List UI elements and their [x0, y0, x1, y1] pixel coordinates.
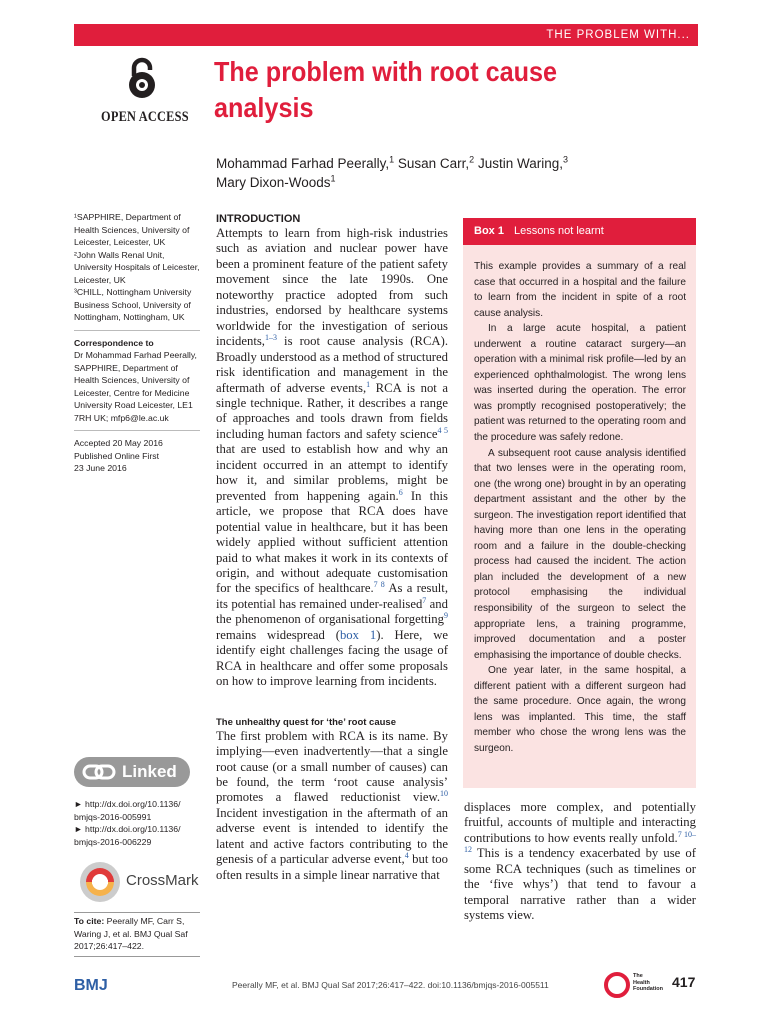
author-name: Mohammad Farhad Peerally, [216, 156, 390, 171]
affiliation: ¹SAPPHIRE, Department of Health Sciences, University of Leicester, Leicester, UK [74, 212, 190, 247]
bmj-logo: BMJ [74, 977, 108, 994]
citation-link[interactable]: 1 [366, 379, 371, 389]
body-paragraph: The first problem with RCA is its name. By implying—even inadvertently—that a single root cause (or a small number of causes) can be found, the term ‘root cause analysis’ promotes a flawed reductionist view.$^{10}$ Incident investigation in the aftermath of an adverse event is intended to identify the latent and active factors contributing to the genesis of a particular adverse event,$^4$ but too often results in a simple linear narrative that [216, 728, 448, 882]
author-affiliation: 1 [330, 173, 336, 184]
box-number: Box 1 [474, 225, 504, 237]
box-link[interactable]: box 1 [339, 627, 377, 642]
author-name: Justin Waring, [477, 156, 563, 171]
author-list [216, 154, 696, 192]
author-name: Susan Carr, [397, 156, 470, 171]
affiliation: ²John Walls Renal Unit, University Hospitals of Leicester, Leicester, UK [74, 249, 200, 285]
crossmark-label: CrossMark [126, 872, 199, 889]
crossmark-icon [78, 860, 122, 904]
citation-link[interactable]: 4 5 [437, 425, 449, 435]
accepted-date: Accepted 20 May 2016 [74, 438, 163, 448]
chain-link-icon [82, 763, 116, 781]
box-header [463, 218, 696, 245]
correspondence-details: Dr Mohammad Farhad Peerally, SAPPHIRE, Department of Health Sciences, University of Leicester, Centre for Medicine University Road Leicester, LE1 7RH UK; mfp6@le.ac.uk [74, 350, 197, 423]
intro-paragraph: Attempts to learn from high-risk industries such as aviation and nuclear power have been a prominent feature of the patient safety movement since the late 1990s. One noteworthy practice adopted from such industries, endorsed by healthcare systems worldwide for the investigation of serious incidents,$^{1-3}$ is root cause analysis (RCA). Broadly understood as a method of structured risk identification and management in the aftermath of adverse events,$^1$ RCA is not a single technique. Rather, it describes a range of approaches and tools drawn from fields including human factors and safety science$^{4 5}$ that are used to establish how and why an incident occurred in an attempt to identify how it, and similar problems, might be prevented from happening again.$^6$ In this article, we propose that RCA does have potential value in healthcare, but it has been widely applied without sufficient attention paid to what makes it work in its contexts of origin, and without adequate customisation for the specifics of healthcare.$^{7 8}$ As a result, its potential has remained under-realised$^7$ and the phenomenon of organisational forgetting$^9$ remains widespread (box 1). Here, we identify eight challenges facing the usage of RCA in healthcare and offer some proposals on how to improve learning from incidents. [216, 226, 449, 689]
open-lock-icon [122, 56, 162, 100]
citation-link[interactable]: 7 8 [373, 580, 385, 590]
page-number: 417 [672, 974, 696, 990]
article-title: The problem with root cause analysis [214, 56, 558, 123]
cite-heading: To cite: [74, 916, 105, 926]
linked-doi-link[interactable]: ► http://dx.doi.org/10.1136/ bmjqs-2016-006229 [74, 824, 181, 847]
section-label: THE PROBLEM WITH... [546, 29, 690, 41]
linked-articles [74, 798, 204, 848]
box-title: Lessons not learnt [513, 225, 604, 237]
citation-link[interactable]: 7 10–12 [464, 829, 696, 855]
box-paragraph: A subsequent root cause analysis identified that two lenses were in the operating room, one (the wrong one) brought in by an operating department assistant and the other by the surgeon. The investigation report identified that having more than one lens in the operating room and a failure in the double-checking process had caused the incident. The action plan included the development of a new protocol emphasising the individual responsibility of the surgeon to select the appropriate lens, a training programme, improved documentation and a poster emphasising the importance of double checks. [474, 447, 686, 661]
author-name: Mary Dixon-Woods [216, 175, 331, 190]
crossmark-badge[interactable] [78, 860, 208, 908]
open-access-label: OPEN ACCESS [101, 109, 189, 125]
body-column-left [216, 213, 448, 883]
citation-block [74, 912, 200, 957]
citation-link[interactable]: 1–3 [264, 332, 277, 342]
citation-link[interactable]: 4 [404, 850, 409, 860]
box-paragraph: In a large acute hospital, a patient underwent a routine cataract surgery—an operation with a minimal risk profile—led by an experienced ophthalmologist. The wrong lens was inserted during the operation. The error was promptly recognised postoperatively; the patient was returned to the operating room and the procedure was safely redone. [474, 323, 686, 444]
box-body [463, 245, 696, 757]
open-access-block [92, 56, 192, 126]
sidebar-notes [74, 211, 200, 475]
box-lessons-not-learnt [463, 218, 696, 788]
citation-link[interactable]: 6 [398, 487, 403, 497]
footer-citation: Peerally MF, et al. BMJ Qual Saf 2017;26:417–422. doi:10.1136/bmjqs-2016-005511 [232, 980, 549, 990]
cite-text: Peerally MF, Carr S, Waring J, et al. BMJ Qual Saf 2017;26:417–422. [74, 916, 188, 951]
section-header-bar [74, 24, 698, 46]
intro-heading: INTRODUCTION [216, 213, 301, 225]
health-foundation-logo-icon [604, 972, 630, 998]
published-label: Published Online First [74, 450, 159, 461]
linked-doi-link[interactable]: ► http://dx.doi.org/10.1136/ bmjqs-2016-005991 [74, 799, 181, 822]
author-affiliation: 2 [469, 154, 475, 165]
linked-badge[interactable] [74, 757, 190, 787]
body-column-right [464, 800, 696, 924]
divider [74, 430, 200, 431]
box-paragraph: One year later, in the same hospital, a different patient with a different surgeon had the same procedure. Once again, the wrong lens was implanted. This time, the staff member who chose the wrong lens was the surgeon. [474, 665, 686, 754]
citation-link[interactable]: 10 [440, 789, 448, 799]
citation-link[interactable]: 9 [444, 611, 448, 621]
divider [74, 330, 200, 331]
subsection-heading: The unhealthy quest for ‘the’ root cause [216, 716, 396, 728]
body-paragraph: displaces more complex, and potentially fruitful, accounts of multiple and interacting contributions to how events really unfold.$^{7 10-12}$ This is a tendency exacerbated by use of some RCA techniques (such as timelines or the ‘five whys’) that tend to favour a temporal narrative rather than a wider systems view. [464, 800, 696, 923]
correspondence-heading: Correspondence to [74, 337, 154, 348]
box-paragraph: This example provides a summary of a real case that occurred in a hospital and the failure to learn from the incident in spite of a root cause analysis. [474, 261, 686, 319]
author-affiliation: 3 [562, 154, 568, 165]
published-date: 23 June 2016 [74, 463, 127, 473]
citation-link[interactable]: 7 [422, 595, 427, 605]
health-foundation-wordmark: The Health Foundation [633, 973, 663, 992]
author-affiliation: 1 [389, 154, 395, 165]
linked-label: Linked [122, 762, 177, 781]
affiliation: ³CHILL, Nottingham University Business School, University of Nottingham, Nottingham, UK [74, 287, 192, 322]
